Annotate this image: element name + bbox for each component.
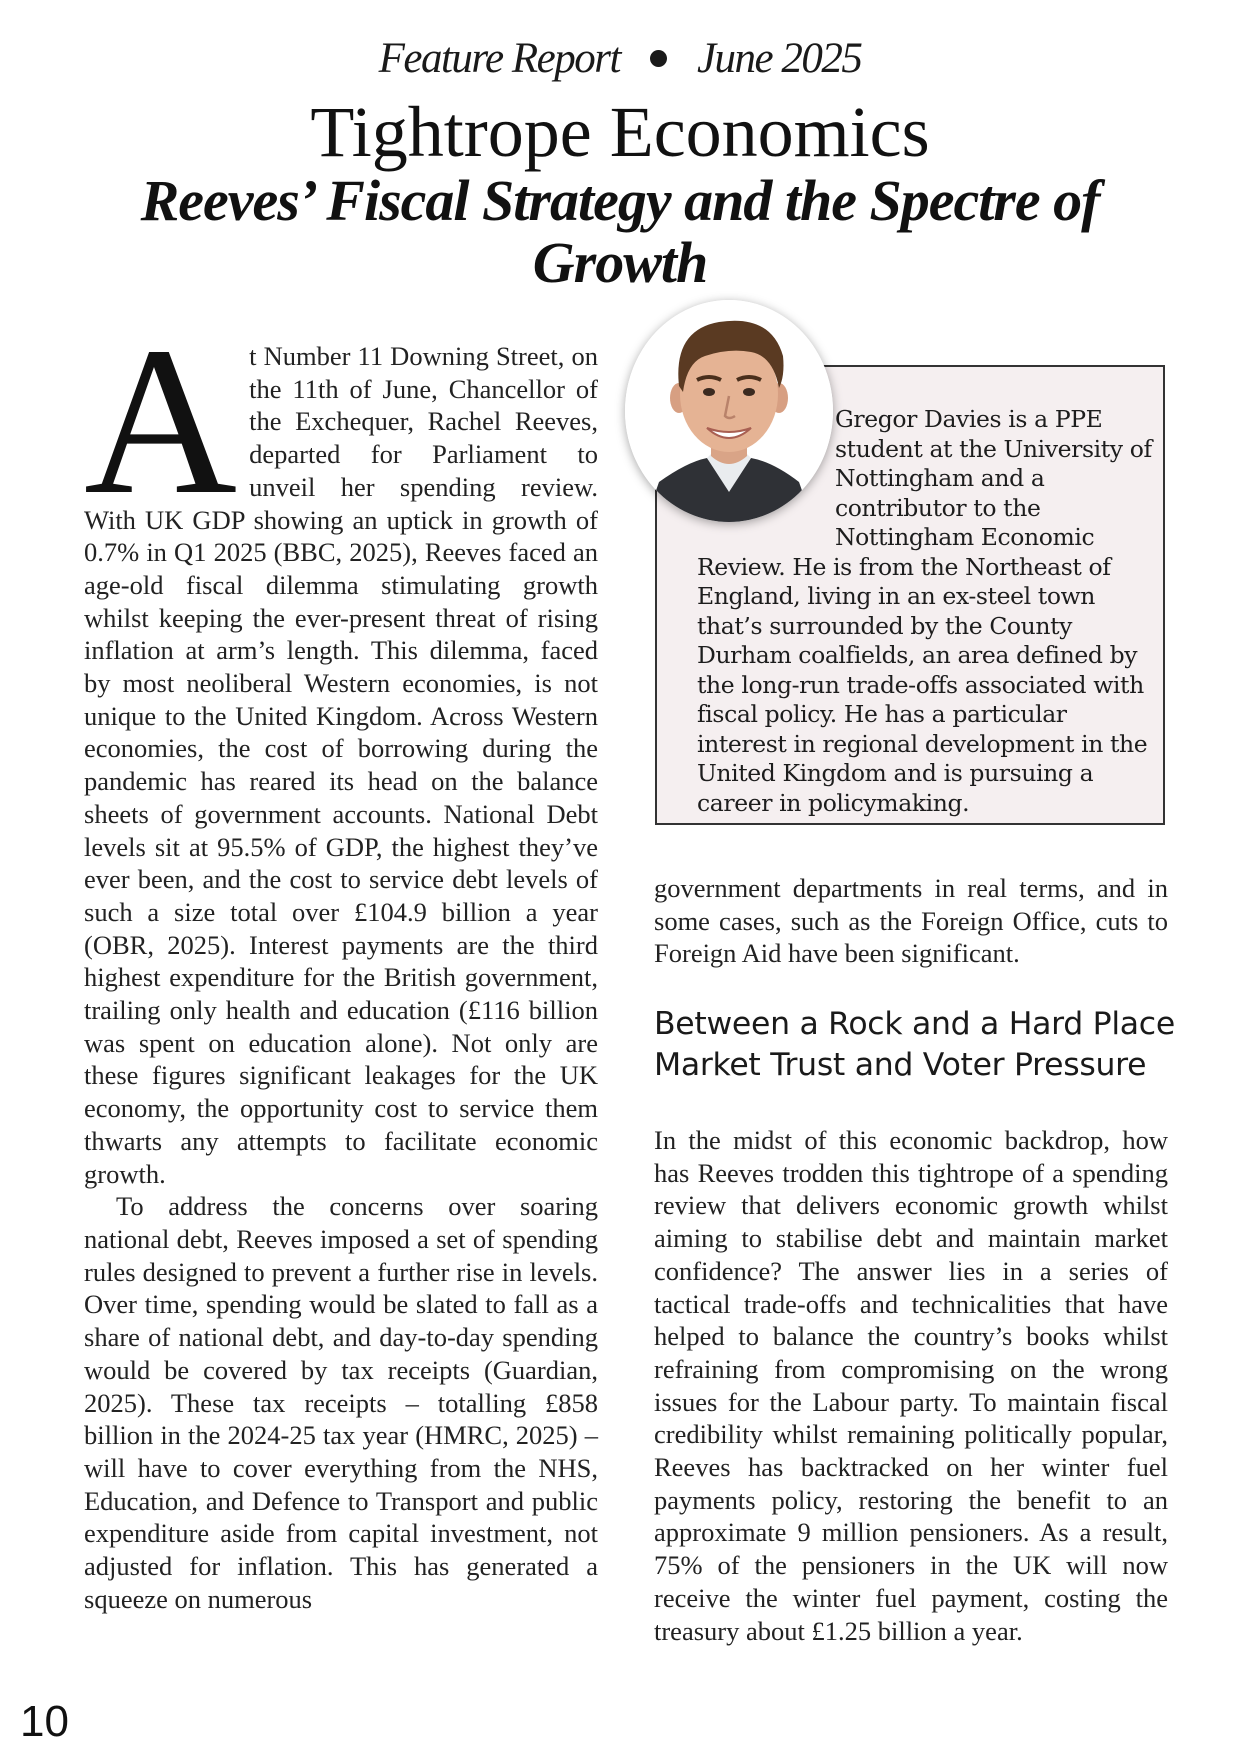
- bullet-separator: [650, 50, 667, 67]
- left-column: [84, 303, 598, 1615]
- section-label: Feature Report: [378, 35, 620, 82]
- article-title: Tightrope Economics: [310, 92, 930, 172]
- author-portrait: [625, 300, 833, 522]
- section-heading-line-2: Market Trust and Voter Pressure: [654, 1047, 1147, 1083]
- paragraph-4: In the midst of this economic backdrop, how has Reeves trodden this tightrope of a spending review that delivers economic growth whilst aiming to stabilise debt and maintain market confidence? The answer lies in a series of tactical trade-offs and technicalities that have helped to balance the country’s books whilst refraining from compromising on the wrong issues for the Labour party. To maintain fiscal credibility whilst remaining politically popular, Reeves has backtracked on her winter fuel payments policy, restoring the benefit to an approximate 9 million pensioners. As a result, 75% of the pensioners in the UK will now receive the winter fuel payment, costing the treasury about £1.25 billion a year.: [654, 1125, 1168, 1646]
- paragraph-1: t Number 11 Downing Street, on the 11th of June, Chancellor of the Exchequer, Rachel Reeves, departed for Parliament to unveil her spending review. With UK GDP showing an uptick in growth of 0.7% in Q1 2025 (BBC, 2025), Reeves faced an age-old fiscal dilemma stimulating growth whilst keeping the ever-present threat of rising inflation at arm’s length. This dilemma, faced by most neoliberal Western economies, is not unique to the United Kingdom. Across Western economies, the cost of borrowing during the pandemic has reared its head on the balance sheets of government accounts. National Debt levels sit at 95.5% of GDP, the highest they’ve ever been, and the cost to service debt levels of such a size total over £104.9 billion a year (OBR, 2025). Interest payments are the third highest expenditure for the British government, trailing only health and education (£116 billion was spent on education alone). Not only are these figures significant leakages for the UK economy, the opportunity cost to service them thwarts any attempts to facilitate economic growth.: [84, 341, 598, 1189]
- article-subtitle: Reeves’ Fiscal Strategy and the Spectre of Growth: [140, 168, 1100, 295]
- feature-kicker: [0, 34, 1240, 83]
- page-number: 10: [20, 1697, 69, 1746]
- paragraph-3: government departments in real terms, and in some cases, such as the Foreign Office, cuts to Foreign Aid have been significant.: [654, 873, 1168, 969]
- author-bio: Gregor Davies is a PPE student at the University of Nottingham and a contributor to the Nottingham Economic Review. He is from the Northeast of England, living in an ex-steel town that’s surrounded by the County Durham coalfields, an area defined by the long-run trade-offs associated with fiscal policy. He has a particular interest in regional development in the United Kingdom and is pursuing a career in policymaking.: [697, 405, 1152, 817]
- section-heading-line-1: Between a Rock and a Hard Place: [654, 1006, 1175, 1042]
- drop-cap: A: [84, 303, 238, 538]
- issue-date: June 2025: [696, 35, 862, 82]
- right-column-top: [654, 872, 1168, 970]
- portrait-image: [625, 300, 833, 522]
- section-heading: [654, 1004, 1214, 1086]
- paragraph-2: To address the concerns over soaring national debt, Reeves imposed a set of spending rules designed to prevent a further rise in levels. Over time, spending would be slated to fall as a share of national debt, and day-to-day spending would be covered by tax receipts (Guardian, 2025). These tax receipts – totalling £858 billion in the 2024-25 tax year (HMRC, 2025) – will have to cover everything from the NHS, Education, and Defence to Transport and public expenditure aside from capital investment, not adjusted for inflation. This has generated a squeeze on numerous: [84, 1191, 598, 1614]
- right-column-bottom: [654, 1124, 1168, 1647]
